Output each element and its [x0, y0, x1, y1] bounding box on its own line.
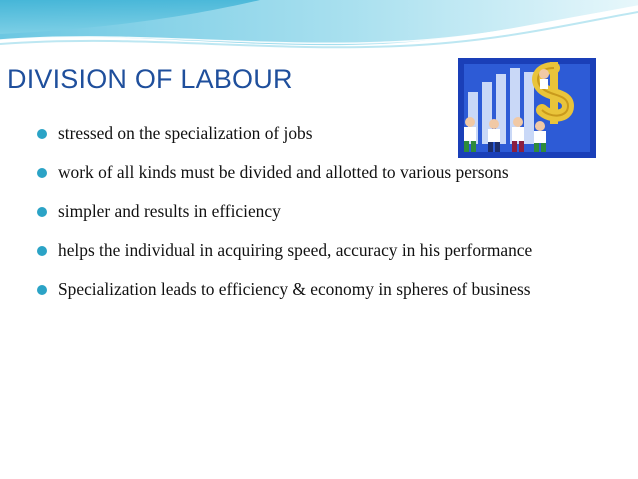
bullet-text: simpler and results in efficiency: [58, 201, 281, 221]
bullet-item: [37, 277, 561, 302]
bullet-text: helps the individual in acquiring speed, accuracy in his performance: [58, 240, 533, 260]
bullet-icon: [37, 129, 47, 139]
bullet-item: [37, 199, 561, 224]
bullet-list: [37, 121, 561, 302]
bullet-icon: [37, 285, 47, 295]
bullet-text: work of all kinds must be divided and allotted to various persons: [58, 162, 509, 182]
bullet-item: [37, 160, 561, 185]
bullet-item: [37, 121, 561, 146]
bullet-icon: [37, 246, 47, 256]
bullet-text: stressed on the specialization of jobs: [58, 123, 313, 143]
bullet-item: [37, 238, 561, 263]
bullet-text: Specialization leads to efficiency & economy in spheres of business: [58, 279, 531, 299]
bullet-icon: [37, 168, 47, 178]
page-title: DIVISION OF LABOUR: [7, 64, 293, 94]
bullet-icon: [37, 207, 47, 217]
